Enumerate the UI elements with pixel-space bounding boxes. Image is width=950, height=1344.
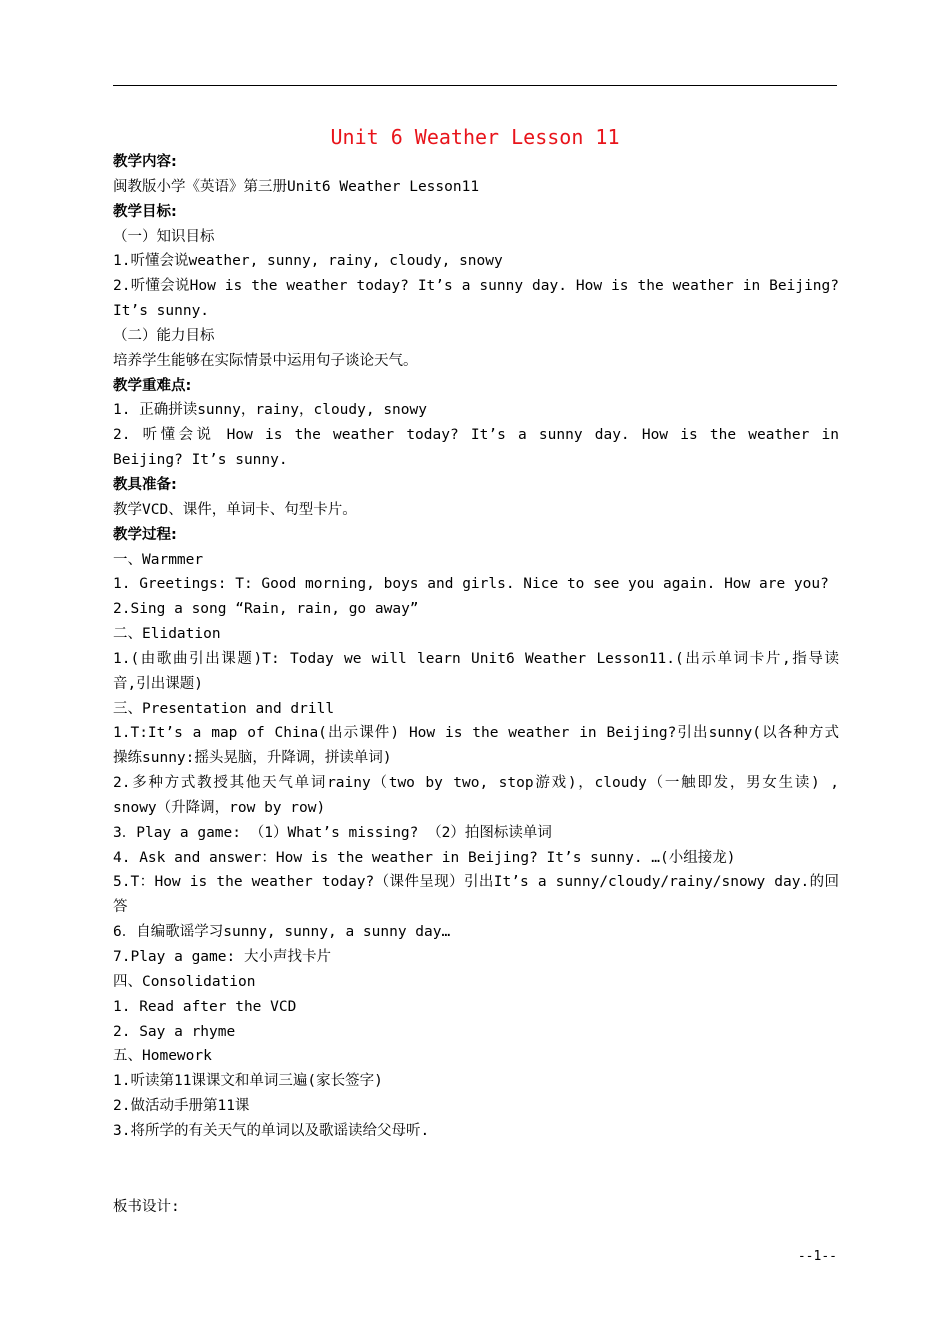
lesson-plan-body (113, 150, 839, 1144)
header-rule (113, 85, 837, 86)
document-title: Unit 6 Weather Lesson 11 (330, 125, 620, 149)
text-line: 四、Consolidation (113, 973, 256, 990)
text-line: 培养学生能够在实际情景中运用句子谈论天气。 (113, 352, 418, 369)
text-line: 3.将所学的有关天气的单词以及歌谣读给父母听. (113, 1122, 430, 1139)
section-heading: 教学重难点: (113, 377, 192, 394)
text-line: snowy（升降调，row by row) (113, 799, 326, 816)
text-line: 教学VCD、课件，单词卡、句型卡片。 (113, 501, 357, 518)
text-line: 2. 听懂会说 How is the weather today? It’s a sunny day. How is the weather in (113, 427, 839, 444)
section-heading: 教学内容: (113, 154, 177, 170)
text-line: （一）知识目标 (113, 228, 215, 245)
text-line: 6．自编歌谣学习sunny, sunny, a sunny day… (113, 924, 451, 941)
text-line: 1. 正确拼读sunny，rainy，cloudy, snowy (113, 402, 427, 419)
text-line: Beijing? It’s sunny. (113, 452, 288, 469)
text-line: 1.(由歌曲引出课题)T: Today we will learn Unit6 Weather Lesson11.(出示单词卡片,指导读 (113, 650, 839, 667)
text-line: 2. Say a rhyme (113, 1023, 236, 1040)
text-line: 4. Ask and answer：How is the weather in Beijing? It’s sunny. …(小组接龙) (113, 849, 736, 866)
text-line: 2.多种方式教授其他天气单词rainy（two by two, stop游戏)，cloudy（一触即发，男女生读) , (113, 775, 839, 792)
text-line: 闽教版小学《英语》第三册Unit6 Weather Lesson11 (113, 178, 480, 195)
page-number: --1-- (797, 1249, 837, 1264)
blackboard-design-label: 板书设计: (113, 1199, 180, 1215)
section-heading: 教学目标: (113, 203, 177, 220)
section-heading: 教学过程: (113, 526, 177, 543)
text-line: 1.听读第11课课文和单词三遍(家长签字) (113, 1073, 383, 1090)
text-line: 2.听懂会说How is the weather today? It’s a sunny day. How is the weather in Beijing? (113, 278, 839, 295)
text-line: （二）能力目标 (113, 327, 215, 344)
text-line: 一、Warmmer (113, 551, 204, 568)
section-heading: 教具准备: (113, 476, 177, 493)
text-line: 1. Greetings: T: Good morning, boys and girls. Nice to see you again. How are you? (113, 576, 829, 593)
text-line: 1.T:It’s a map of China(出示课件) How is the weather in Beijing?引出sunny(以各种方式 (113, 725, 839, 742)
text-line: 二、Elidation (113, 626, 221, 643)
text-line: 三、Presentation and drill (113, 700, 335, 717)
text-line: 1.听懂会说weather, sunny, rainy, cloudy, snowy (113, 253, 503, 270)
text-line: 7.Play a game: 大小声找卡片 (113, 949, 331, 965)
text-line: It’s sunny. (113, 303, 210, 320)
text-line: 操练sunny:摇头晃脑，升降调，拼读单词) (113, 750, 392, 767)
text-line: 五、Homework (113, 1048, 212, 1065)
text-line: 5.T：How is the weather today?（课件呈现）引出It’s a sunny/cloudy/rainy/snowy day.的回 (113, 874, 839, 891)
text-line: 答 (113, 899, 128, 916)
text-line: 1. Read after the VCD (113, 998, 297, 1015)
text-line: 2.Sing a song “Rain, rain, go away” (113, 601, 419, 618)
text-line: 3．Play a game: （1）What’s missing? （2）拍图标读单词 (113, 824, 552, 841)
text-line: 2.做活动手册第11课 (113, 1098, 250, 1115)
text-line: 音,引出课题) (113, 675, 203, 692)
